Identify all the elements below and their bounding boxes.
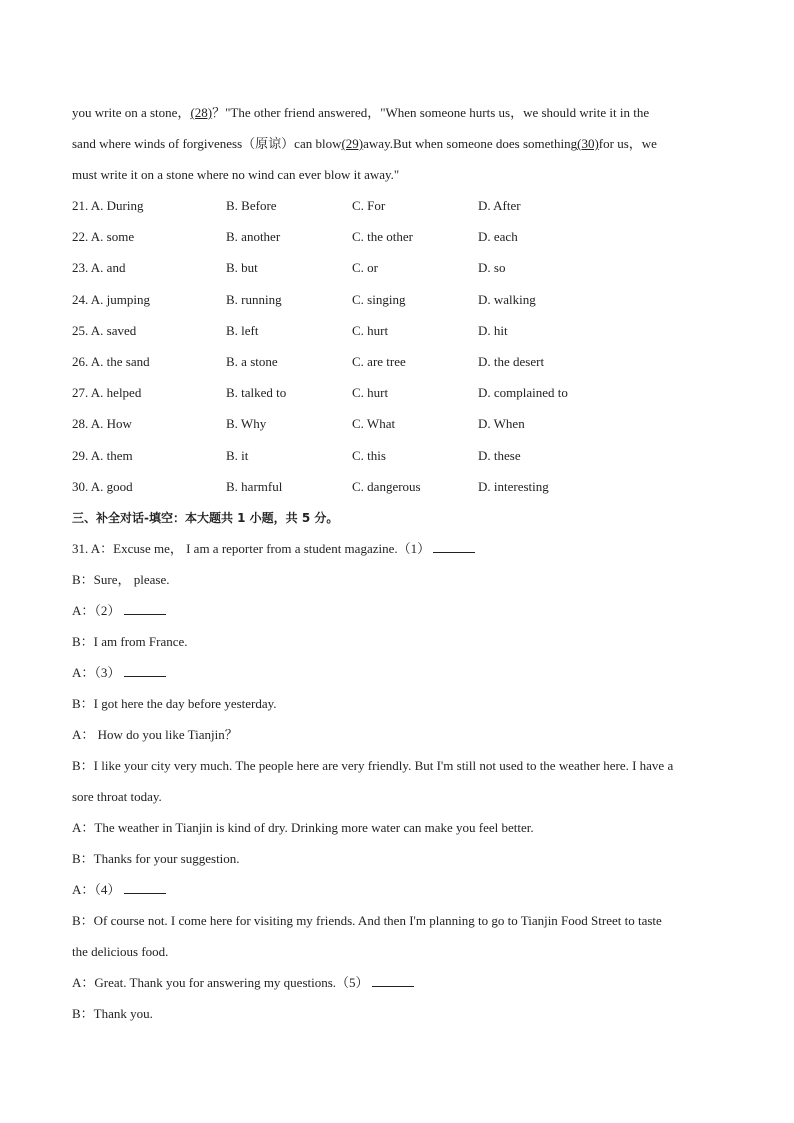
question-row	[72, 476, 732, 507]
question-row	[72, 195, 732, 226]
dialogue-line: sore throat today.	[72, 788, 162, 804]
dialogue-line: B：Of course not. I come here for visiting my friends. And then I'm planning to go to Tianjin Food Street to taste	[72, 912, 662, 928]
dialogue-line: B：Sure， please.	[72, 571, 170, 587]
option-a: 29. A. them	[72, 447, 133, 463]
question-row	[72, 320, 732, 351]
dialogue-text: A：（4）	[72, 881, 121, 897]
question-row	[72, 382, 732, 413]
option-d: D. the desert	[478, 353, 545, 369]
dialogue-line: B：Thanks for your suggestion.	[72, 850, 240, 866]
dialogue-line: B：I like your city very much. The people here are very friendly. But I'm still not used to the weather here. I have a	[72, 757, 674, 773]
option-c: C. or	[352, 260, 378, 276]
dialogue-text: 31. A：Excuse me， I am a reporter from a student magazine.（1）	[72, 540, 431, 556]
dialogue-line: B：I am from France.	[72, 633, 188, 649]
option-d: D. these	[478, 447, 521, 463]
option-b: B. it	[226, 447, 249, 463]
option-a: 28. A. How	[72, 416, 132, 432]
blank-30: (30)	[577, 136, 599, 151]
passage-text: ？"The other friend answered，"When someone hurts us，we should write it in the	[212, 105, 650, 120]
passage-text: for us，we	[598, 136, 657, 151]
blank-29: (29)	[341, 136, 364, 151]
question-row	[72, 289, 732, 320]
option-a: 23. A. and	[72, 260, 126, 276]
option-b: B. a stone	[226, 353, 278, 369]
option-b: B. talked to	[226, 385, 287, 401]
option-b: B. left	[226, 322, 259, 338]
option-c: C. For	[352, 198, 386, 213]
option-a: 25. A. saved	[72, 322, 137, 338]
option-a: 30. A. good	[72, 478, 133, 494]
dialogue-line: A： How do you like Tianjin？	[72, 726, 238, 742]
answer-blank-2[interactable]	[124, 600, 166, 615]
option-d: D. interesting	[478, 478, 549, 494]
option-b: B. Before	[226, 198, 277, 213]
option-d: D. hit	[478, 322, 508, 338]
option-d: D. When	[478, 416, 525, 432]
option-c: C. hurt	[352, 322, 389, 338]
option-c: C. dangerous	[352, 478, 421, 494]
dialogue-line: the delicious food.	[72, 943, 169, 959]
question-row	[72, 257, 732, 288]
passage-line-2	[72, 133, 732, 164]
question-row	[72, 351, 732, 382]
option-a: 24. A. jumping	[72, 291, 151, 307]
option-d: D. complained to	[478, 385, 568, 401]
option-d: D. so	[478, 260, 506, 276]
option-c: C. are tree	[352, 353, 406, 369]
question-list	[72, 195, 732, 507]
answer-blank-3[interactable]	[124, 662, 166, 677]
option-c: C. singing	[352, 291, 406, 307]
dialogue-text: A：Great. Thank you for answering my questions.（5）	[72, 974, 369, 990]
option-b: B. another	[226, 229, 281, 245]
option-a: 22. A. some	[72, 229, 135, 245]
dialogue-line	[72, 600, 732, 631]
passage-line-1	[72, 102, 732, 133]
answer-blank-5[interactable]	[372, 972, 414, 987]
document-page	[72, 102, 732, 1034]
option-b: B. harmful	[226, 478, 283, 494]
dialogue-line: A：The weather in Tianjin is kind of dry. Drinking more water can make you feel better.	[72, 819, 534, 835]
dialogue-line: B：Thank you.	[72, 1005, 153, 1021]
option-d: D. each	[478, 229, 518, 245]
option-a: 21. A. During	[72, 198, 144, 213]
dialogue-text: A：（3）	[72, 664, 121, 680]
option-c: C. hurt	[352, 385, 389, 401]
dialogue-line	[72, 662, 732, 693]
dialogue-line	[72, 972, 732, 1003]
option-d: D. walking	[478, 291, 536, 307]
answer-blank-1[interactable]	[433, 538, 475, 553]
option-b: B. running	[226, 291, 282, 307]
passage-line-3: must write it on a stone where no wind can ever blow it away."	[72, 167, 400, 182]
passage-text: away.But when someone does something	[363, 136, 578, 151]
option-a: 26. A. the sand	[72, 353, 150, 369]
dialogue-line	[72, 879, 732, 910]
option-c: C. What	[352, 416, 396, 432]
question-row	[72, 413, 732, 444]
question-row	[72, 445, 732, 476]
option-b: B. Why	[226, 416, 267, 432]
option-c: C. this	[352, 447, 386, 463]
option-b: B. but	[226, 260, 258, 276]
passage-text: sand where winds of forgiveness（原谅）can blow	[72, 136, 342, 151]
passage-text: you write on a stone，	[72, 105, 191, 120]
blank-28: (28)	[190, 105, 213, 120]
answer-blank-4[interactable]	[124, 879, 166, 894]
option-c: C. the other	[352, 229, 414, 245]
dialogue-line: B：I got here the day before yesterday.	[72, 695, 277, 711]
section-title: 三、补全对话-填空：本大题共 1 小题，共 5 分。	[72, 510, 339, 525]
question-row	[72, 226, 732, 257]
dialogue-text: A：（2）	[72, 602, 121, 618]
option-d: D. After	[478, 198, 521, 213]
dialogue-line	[72, 538, 732, 569]
option-a: 27. A. helped	[72, 385, 142, 401]
